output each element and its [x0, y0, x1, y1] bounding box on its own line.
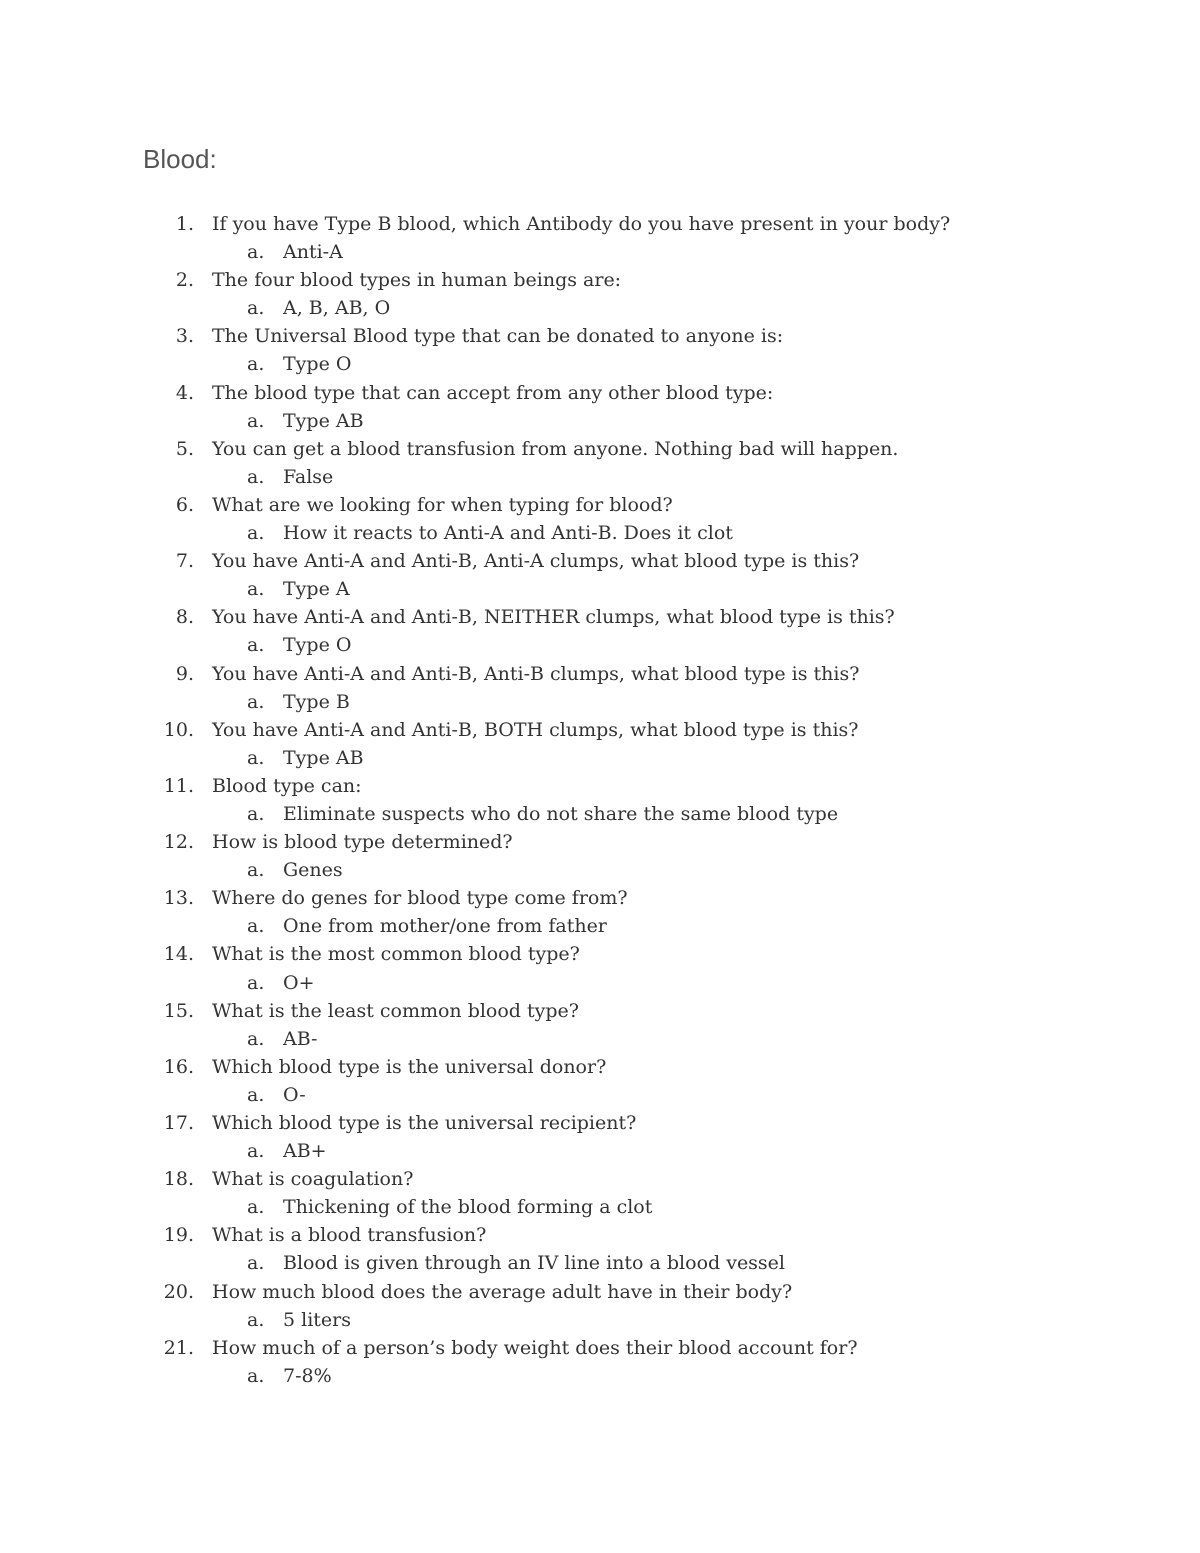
answer-marker: a. — [247, 971, 265, 994]
answer-marker: a. — [247, 802, 265, 825]
question-number: 8. — [175, 606, 194, 629]
question-line — [0, 997, 1200, 1025]
question-line — [0, 322, 1200, 350]
question-text: You have Anti-A and Anti-B, Anti-B clumps, what blood type is this? — [212, 662, 860, 685]
answer-line — [0, 1025, 1200, 1053]
question-line — [0, 1278, 1200, 1306]
answer-line — [0, 912, 1200, 940]
answer-line — [0, 294, 1200, 322]
question-line — [0, 1165, 1200, 1193]
question-line — [0, 603, 1200, 631]
question-item — [0, 1053, 1200, 1109]
answer-text: Type A — [283, 578, 350, 601]
question-text: Where do genes for blood type come from? — [212, 887, 628, 910]
question-item — [0, 266, 1200, 322]
question-item — [0, 322, 1200, 378]
answer-text: 5 liters — [283, 1308, 351, 1331]
question-list — [0, 210, 1200, 1390]
answer-line — [0, 519, 1200, 547]
question-number: 10. — [163, 718, 194, 741]
answer-text: How it reacts to Anti-A and Anti-B. Does it clot — [283, 522, 733, 545]
answer-line — [0, 1193, 1200, 1221]
question-text: Which blood type is the universal donor? — [212, 1055, 607, 1078]
answer-line — [0, 744, 1200, 772]
answer-marker: a. — [247, 353, 265, 376]
answer-marker: a. — [247, 915, 265, 938]
question-line — [0, 379, 1200, 407]
answer-marker: a. — [247, 1364, 265, 1387]
question-line — [0, 210, 1200, 238]
question-text: How much of a person’s body weight does their blood account for? — [212, 1336, 858, 1359]
question-text: You have Anti-A and Anti-B, NEITHER clumps, what blood type is this? — [212, 606, 895, 629]
question-item — [0, 884, 1200, 940]
question-number: 4. — [175, 381, 194, 404]
question-number: 6. — [175, 493, 194, 516]
question-line — [0, 266, 1200, 294]
question-line — [0, 1221, 1200, 1249]
answer-marker: a. — [247, 578, 265, 601]
answer-text: 7-8% — [283, 1364, 332, 1387]
answer-marker: a. — [247, 409, 265, 432]
question-line — [0, 547, 1200, 575]
answer-line — [0, 969, 1200, 997]
question-item — [0, 1334, 1200, 1390]
answer-text: Blood is given through an IV line into a blood vessel — [283, 1252, 786, 1275]
question-line — [0, 940, 1200, 968]
answer-line — [0, 238, 1200, 266]
answer-marker: a. — [247, 241, 265, 264]
question-number: 12. — [163, 831, 194, 854]
question-number: 15. — [163, 999, 194, 1022]
answer-line — [0, 575, 1200, 603]
question-text: Blood type can: — [212, 774, 362, 797]
question-line — [0, 660, 1200, 688]
question-text: The four blood types in human beings are: — [212, 269, 622, 292]
answer-text: False — [283, 465, 334, 488]
answer-marker: a. — [247, 1308, 265, 1331]
answer-line — [0, 856, 1200, 884]
answer-line — [0, 688, 1200, 716]
answer-marker: a. — [247, 1083, 265, 1106]
answer-marker: a. — [247, 1196, 265, 1219]
question-line — [0, 1109, 1200, 1137]
question-text: What is the least common blood type? — [212, 999, 579, 1022]
question-item — [0, 1165, 1200, 1221]
answer-line — [0, 350, 1200, 378]
answer-text: Anti-A — [283, 241, 343, 264]
answer-text: Type O — [283, 634, 352, 657]
question-text: How is blood type determined? — [212, 831, 513, 854]
question-line — [0, 828, 1200, 856]
answer-line — [0, 800, 1200, 828]
question-number: 18. — [163, 1168, 194, 1191]
answer-line — [0, 463, 1200, 491]
answer-line — [0, 1137, 1200, 1165]
answer-text: A, B, AB, O — [283, 297, 391, 320]
question-item — [0, 772, 1200, 828]
answer-text: AB+ — [283, 1140, 327, 1163]
answer-text: Type O — [283, 353, 352, 376]
answer-marker: a. — [247, 1252, 265, 1275]
question-number: 20. — [163, 1280, 194, 1303]
answer-line — [0, 1249, 1200, 1277]
question-number: 16. — [163, 1055, 194, 1078]
question-text: What is the most common blood type? — [212, 943, 580, 966]
question-text: You have Anti-A and Anti-B, Anti-A clumps, what blood type is this? — [212, 550, 860, 573]
answer-line — [0, 1306, 1200, 1334]
question-number: 14. — [163, 943, 194, 966]
question-item — [0, 828, 1200, 884]
question-number: 17. — [163, 1112, 194, 1134]
question-line — [0, 491, 1200, 519]
answer-marker: a. — [247, 522, 265, 545]
question-line — [0, 772, 1200, 800]
question-item — [0, 210, 1200, 266]
answer-text: Eliminate suspects who do not share the same blood type — [283, 802, 839, 825]
question-text: The Universal Blood type that can be donated to anyone is: — [212, 325, 784, 348]
question-number: 5. — [175, 437, 194, 460]
answer-marker: a. — [247, 634, 265, 657]
answer-marker: a. — [247, 690, 265, 713]
answer-marker: a. — [247, 1027, 265, 1050]
question-text: The blood type that can accept from any other blood type: — [212, 381, 774, 404]
question-line — [0, 1053, 1200, 1081]
answer-line — [0, 631, 1200, 659]
question-item — [0, 1109, 1200, 1165]
answer-text: AB- — [283, 1027, 318, 1050]
answer-line — [0, 1081, 1200, 1109]
question-text: If you have Type B blood, which Antibody do you have present in your body? — [212, 213, 951, 235]
question-text: You have Anti-A and Anti-B, BOTH clumps, what blood type is this? — [212, 718, 859, 741]
question-number: 7. — [175, 550, 194, 573]
question-number: 2. — [175, 269, 194, 292]
answer-marker: a. — [247, 465, 265, 488]
question-line — [0, 1334, 1200, 1362]
question-number: 13. — [163, 887, 194, 910]
question-item — [0, 435, 1200, 491]
answer-line — [0, 407, 1200, 435]
question-number: 9. — [175, 662, 194, 685]
answer-text: One from mother/one from father — [283, 915, 607, 938]
question-item — [0, 997, 1200, 1053]
question-item — [0, 1278, 1200, 1334]
question-number: 11. — [163, 774, 194, 797]
answer-text: Thickening of the blood forming a clot — [283, 1196, 653, 1219]
answer-marker: a. — [247, 859, 265, 882]
question-text: How much blood does the average adult have in their body? — [212, 1280, 793, 1303]
answer-text: Type AB — [283, 409, 364, 432]
question-item — [0, 716, 1200, 772]
question-number: 21. — [163, 1336, 194, 1359]
question-number: 3. — [175, 325, 194, 348]
answer-text: Type AB — [283, 746, 364, 769]
document-title: Blood: — [143, 144, 217, 174]
question-text: What are we looking for when typing for blood? — [212, 493, 673, 516]
question-item — [0, 940, 1200, 996]
question-item — [0, 491, 1200, 547]
answer-text: O- — [283, 1083, 306, 1106]
answer-text: O+ — [283, 971, 315, 994]
question-number: 1. — [175, 213, 194, 235]
question-line — [0, 435, 1200, 463]
question-number: 19. — [163, 1224, 194, 1247]
question-item — [0, 547, 1200, 603]
question-line — [0, 716, 1200, 744]
question-text: What is coagulation? — [212, 1168, 414, 1191]
question-item — [0, 603, 1200, 659]
question-text: What is a blood transfusion? — [212, 1224, 487, 1247]
answer-text: Type B — [283, 690, 350, 713]
question-text: Which blood type is the universal recipient? — [212, 1112, 637, 1134]
answer-marker: a. — [247, 1140, 265, 1163]
answer-marker: a. — [247, 297, 265, 320]
question-line — [0, 884, 1200, 912]
answer-marker: a. — [247, 746, 265, 769]
question-item — [0, 660, 1200, 716]
answer-line — [0, 1362, 1200, 1390]
question-text: You can get a blood transfusion from anyone. Nothing bad will happen. — [212, 437, 899, 460]
question-item — [0, 1221, 1200, 1277]
answer-text: Genes — [283, 859, 343, 882]
question-item — [0, 379, 1200, 435]
